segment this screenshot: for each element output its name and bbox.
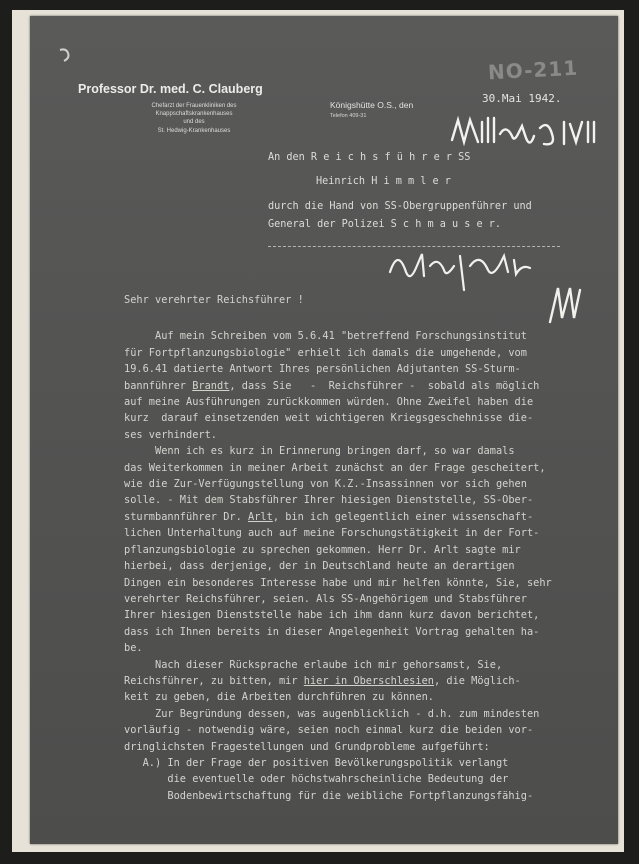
- body-line: [124, 558, 610, 574]
- body-line: [124, 722, 610, 738]
- body-line: [124, 378, 610, 394]
- body-line-text: dass ich Ihnen bereits in dieser Angelegenheit Vortrag gehalten ha-: [124, 625, 540, 638]
- body-line: [124, 394, 610, 410]
- recipient-line-3: durch die Hand von SS-Obergruppenführer und: [268, 201, 532, 212]
- body-line: [124, 542, 610, 558]
- handwritten-signature-top: [448, 112, 608, 156]
- body-line: [124, 788, 610, 804]
- body-line-text: Ihrer hiesigen Dienststelle habe ich ihm dann kurz davon berichtet,: [124, 609, 540, 622]
- body-line-text: auf meine Ausführungen zurückkommen würden. Ohne Zweifel haben die: [124, 396, 534, 409]
- body-line: [124, 345, 610, 361]
- body-line-text: lichen Unterhaltung auch auf meine Forschungstätigkeit in der Fort-: [124, 527, 540, 540]
- recipient-line-2: Heinrich H i m m l e r: [316, 176, 451, 187]
- letterhead-sub-line: St. Hedwig-Krankenhauses: [157, 127, 231, 134]
- body-line-text: keit zu geben, die Arbeiten durchführen zu können.: [124, 691, 434, 704]
- salutation: Sehr verehrter Reichsführer !: [124, 294, 304, 306]
- underlined-name: Brandt: [192, 379, 230, 392]
- body-line-text: Bodenbewirtschaftung für die weibliche Fortpflanzungsfähig-: [124, 789, 534, 802]
- body-line: [124, 739, 610, 755]
- body-line: [124, 575, 610, 591]
- body-line-text: Dingen ein besonderes Interesse habe und mir helfen könnte, Sie, sehr: [124, 576, 552, 589]
- page-bottom-fade: [30, 822, 618, 844]
- body-line: [124, 657, 610, 673]
- body-line: [124, 624, 610, 640]
- body-line: [124, 509, 610, 525]
- body-line-text: Zur Begründung dessen, was augenblicklich - d.h. zum mindesten: [124, 707, 540, 720]
- body-line: [124, 492, 610, 508]
- letterhead-sub-line: und des: [183, 119, 205, 126]
- letterhead-subtitle: [114, 102, 274, 135]
- body-line-text: Auf mein Schreiben vom 5.6.41 "betreffend Forschungsinstitut: [124, 330, 527, 343]
- letter-sheet: [30, 16, 618, 844]
- body-line: [124, 607, 610, 623]
- body-line-text: vorläufig - notwendig wäre, seien noch einmal kurz die beiden vor-: [124, 724, 534, 737]
- body-line-text: für Fortpflanzungsbiologie" erhielt ich damals die umgehende, vom: [124, 346, 527, 359]
- body-line: [124, 525, 610, 541]
- body-line: [124, 755, 610, 771]
- document-stamp: NO-211: [487, 55, 579, 85]
- letterhead-name: Professor Dr. med. C. Clauberg: [78, 82, 263, 96]
- handwritten-signature-middle: [384, 242, 544, 298]
- body-line: [124, 361, 610, 377]
- underlined-name: Arlt: [248, 510, 273, 523]
- body-line-text: dringlichsten Fragestellungen und Grundprobleme aufgeführt:: [124, 740, 490, 753]
- body-line-text: Reichsführer, zu bitten, mir: [124, 674, 304, 687]
- body-line-text: verehrter Reichsführer, seien. Als SS-Angehörigem und Stabsführer: [124, 592, 527, 605]
- body-line: [124, 328, 610, 344]
- letterhead-telephone: Telefon 409-31: [330, 113, 367, 119]
- letterhead-sub-line: Knappschaftskrankenhauses: [155, 111, 233, 118]
- body-line: [124, 591, 610, 607]
- body-line-text: be.: [124, 642, 143, 655]
- letter-date: 30.Mai 1942.: [482, 92, 562, 105]
- punch-mark-icon: [56, 46, 78, 66]
- body-line-text: sturmbannführer Dr.: [124, 510, 248, 523]
- body-line-text: pflanzungsbiologie zu sprechen gekommen. Herr Dr. Arlt sagte mir: [124, 543, 521, 556]
- letterhead-sub-line: Chefarzt der Frauenkliniken des: [151, 103, 237, 109]
- body-line: [124, 410, 610, 426]
- body-line: [124, 460, 610, 476]
- body-line-text: , die Möglich-: [433, 674, 521, 687]
- body-line: [124, 476, 610, 492]
- body-line: [124, 427, 610, 443]
- body-line-text: 19.6.41 datierte Antwort Ihres persönlichen Adjutanten SS-Sturm-: [124, 363, 521, 376]
- body-line: [124, 443, 610, 459]
- body-line-text: das Weiterkommen in meiner Arbeit zunächst an der Frage gescheitert,: [124, 461, 546, 474]
- body-line-text: Nach dieser Rücksprache erlaube ich mir gehorsamst, Sie,: [124, 658, 503, 671]
- recipient-line-4: General der Polizei S c h m a u s e r.: [268, 219, 502, 230]
- body-line-text: A.) In der Frage der positiven Bevölkerungspolitik verlangt: [124, 756, 509, 769]
- underlined-name: hier in Oberschlesien: [303, 674, 434, 687]
- body-line-text: ses verhindert.: [124, 428, 217, 441]
- body-line-text: solle. - Mit dem Stabsführer Ihrer hiesigen Dienststelle, SS-Ober-: [124, 494, 534, 507]
- body-line: [124, 640, 610, 656]
- body-line: [124, 673, 610, 689]
- body-line-text: hierbei, dass derjenige, der in Deutschland heute an derartigen: [124, 560, 515, 573]
- body-line-text: , dass Sie - Reichsführer - sobald als möglich: [229, 379, 540, 392]
- recipient-line-1: An den R e i c h s f ü h r e r SS: [268, 152, 471, 163]
- body-line-text: wie die Zur-Verfügungstellung von K.Z.-Insassinnen vor sich gehen: [124, 478, 527, 491]
- body-line-text: , bin ich gelegentlich einer wissenschaft-: [272, 510, 534, 523]
- body-line-text: Wenn ich es kurz in Erinnerung bringen darf, so war damals: [124, 445, 515, 458]
- body-paragraphs: [124, 328, 610, 804]
- body-line: [124, 706, 610, 722]
- letterhead-place: Königshütte O.S., den: [330, 100, 414, 110]
- body-line: [124, 689, 610, 705]
- letter-body: [124, 292, 610, 804]
- body-line: [124, 771, 610, 787]
- body-line-text: die eventuelle oder höchstwahrscheinliche Bedeutung der: [124, 773, 509, 786]
- body-line-text: kurz darauf einsetzenden weit wichtigeren Kriegsgeschehnisse die-: [124, 412, 534, 425]
- body-line-text: bannführer: [124, 379, 193, 392]
